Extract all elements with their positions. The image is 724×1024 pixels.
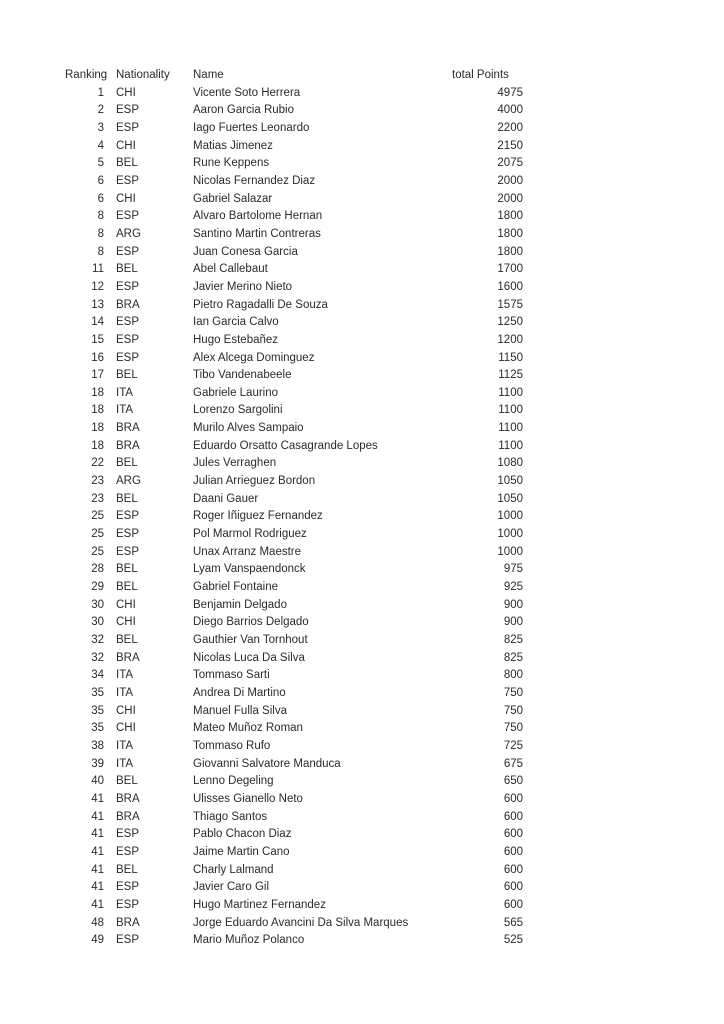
nationality-cell: BEL <box>116 492 138 505</box>
nationality-cell: BRA <box>116 792 140 805</box>
name-cell: Charly Lalmand <box>193 863 274 876</box>
name-cell: Mateo Muñoz Roman <box>193 722 303 735</box>
table-row <box>65 791 528 809</box>
rank-cell: 6 <box>97 192 104 205</box>
table-row <box>65 102 528 120</box>
name-cell: Gabriele Laurino <box>193 386 279 399</box>
table-row <box>65 261 528 279</box>
rank-cell: 34 <box>91 669 104 682</box>
rank-cell: 41 <box>91 845 104 858</box>
rank-cell: 23 <box>91 475 104 488</box>
rank-cell: 28 <box>91 563 104 576</box>
rank-cell: 15 <box>91 333 104 346</box>
nationality-cell: BEL <box>116 634 138 646</box>
table-row <box>65 420 528 438</box>
nationality-cell: ESP <box>116 898 140 911</box>
rank-cell: 25 <box>91 528 104 541</box>
table-row <box>65 773 528 791</box>
points-cell: 1250 <box>497 316 523 329</box>
points-cell: 1050 <box>497 475 523 488</box>
name-cell: Lenno Degeling <box>193 775 274 788</box>
points-cell: 675 <box>503 757 523 770</box>
points-cell: 1575 <box>497 298 523 311</box>
rank-cell: 23 <box>91 492 104 505</box>
name-cell: Diego Barrios Delgado <box>193 616 309 629</box>
nationality-cell: BEL <box>116 457 138 470</box>
points-cell: 4000 <box>497 104 523 117</box>
name-cell: Hugo Martinez Fernandez <box>193 898 326 911</box>
points-cell: 1100 <box>498 386 523 399</box>
points-cell: 800 <box>503 669 523 682</box>
name-cell: Javier Caro Gil <box>193 881 270 894</box>
table-header-row <box>65 67 528 85</box>
points-cell: 1125 <box>498 369 523 382</box>
name-cell: Aaron Garcia Rubio <box>193 104 294 117</box>
points-cell: 565 <box>503 916 523 929</box>
table-row <box>65 685 528 703</box>
name-cell: Gauthier Van Tornhout <box>193 634 308 646</box>
nationality-cell: CHI <box>116 139 136 152</box>
name-cell: Jorge Eduardo Avancini Da Silva Marques <box>193 916 409 929</box>
rank-cell: 41 <box>91 792 104 805</box>
nationality-cell: BEL <box>116 263 138 276</box>
points-cell: 1100 <box>498 404 523 417</box>
points-cell: 750 <box>503 722 523 735</box>
nationality-cell: ARG <box>116 227 141 240</box>
rank-cell: 35 <box>91 704 104 717</box>
points-cell: 1050 <box>497 492 523 505</box>
nationality-cell: ESP <box>116 316 140 329</box>
table-row <box>65 897 528 915</box>
rank-cell: 41 <box>91 881 104 894</box>
name-cell: Roger Iñiguez Fernandez <box>193 510 323 523</box>
name-cell: Ian Garcia Calvo <box>193 316 279 329</box>
name-cell: Abel Callebaut <box>193 263 268 276</box>
column-header-ranking: Ranking <box>65 69 108 81</box>
nationality-cell: ITA <box>116 686 134 699</box>
nationality-cell: ESP <box>116 545 140 558</box>
name-cell: Vicente Soto Herrera <box>193 86 301 99</box>
name-cell: Murilo Alves Sampaio <box>193 422 304 435</box>
nationality-cell: BEL <box>116 369 138 382</box>
nationality-cell: CHI <box>116 598 136 611</box>
nationality-cell: BEL <box>116 775 138 788</box>
name-cell: Ulisses Gianello Neto <box>193 792 303 805</box>
table-row <box>65 385 528 403</box>
points-cell: 1200 <box>497 333 523 346</box>
points-cell: 1800 <box>497 210 523 223</box>
table-row <box>65 173 528 191</box>
points-cell: 750 <box>503 686 523 699</box>
rank-cell: 18 <box>91 422 104 435</box>
rank-cell: 22 <box>91 457 104 470</box>
rank-cell: 35 <box>91 722 104 735</box>
rank-cell: 4 <box>97 139 104 152</box>
rank-cell: 18 <box>91 439 104 452</box>
points-cell: 725 <box>503 739 523 752</box>
table-row <box>65 314 528 332</box>
nationality-cell: ESP <box>116 210 140 223</box>
name-cell: Unax Arranz Maestre <box>193 545 302 558</box>
name-cell: Jaime Martin Cano <box>193 845 290 858</box>
table-row <box>65 155 528 173</box>
points-cell: 1100 <box>498 422 523 435</box>
nationality-cell: ESP <box>116 245 140 258</box>
rank-cell: 14 <box>91 316 104 329</box>
points-cell: 1800 <box>497 227 523 240</box>
rank-cell: 38 <box>91 739 104 752</box>
table-row <box>65 402 528 420</box>
rank-cell: 17 <box>91 369 104 382</box>
rank-cell: 13 <box>91 298 104 311</box>
nationality-cell: BRA <box>116 422 140 435</box>
name-cell: Juan Conesa Garcia <box>193 245 298 258</box>
nationality-cell: BEL <box>116 563 138 576</box>
nationality-cell: BEL <box>116 157 138 170</box>
points-cell: 900 <box>503 598 523 611</box>
nationality-cell: BRA <box>116 916 140 929</box>
name-cell: Lyam Vanspaendonck <box>193 563 306 576</box>
nationality-cell: ITA <box>116 739 134 752</box>
points-cell: 825 <box>503 651 523 664</box>
name-cell: Giovanni Salvatore Manduca <box>193 757 341 770</box>
rank-cell: 16 <box>91 351 104 364</box>
table-row <box>65 85 528 103</box>
table-row <box>65 879 528 897</box>
column-header-name: Name <box>193 69 224 81</box>
points-cell: 650 <box>503 775 523 788</box>
table-row <box>65 508 528 526</box>
table-row <box>65 367 528 385</box>
table-row <box>65 720 528 738</box>
points-cell: 600 <box>503 828 523 841</box>
name-cell: Manuel Fulla Silva <box>193 704 287 717</box>
table-row <box>65 544 528 562</box>
nationality-cell: CHI <box>116 86 136 99</box>
nationality-cell: ESP <box>116 510 140 523</box>
name-cell: Alvaro Bartolome Hernan <box>193 210 323 223</box>
rank-cell: 32 <box>91 651 104 664</box>
points-cell: 2200 <box>497 121 523 134</box>
name-cell: Gabriel Salazar <box>193 192 273 205</box>
rank-cell: 25 <box>91 545 104 558</box>
points-cell: 900 <box>503 616 523 629</box>
nationality-cell: ESP <box>116 828 140 841</box>
table-row <box>65 120 528 138</box>
ranking-document <box>65 67 528 950</box>
rank-cell: 3 <box>97 121 104 134</box>
rank-cell: 1 <box>97 86 104 99</box>
nationality-cell: CHI <box>116 722 136 735</box>
table-row <box>65 932 528 950</box>
nationality-cell: ITA <box>116 757 134 770</box>
nationality-cell: CHI <box>116 616 136 629</box>
nationality-cell: BRA <box>116 651 140 664</box>
rank-cell: 40 <box>91 775 104 788</box>
name-cell: Julian Arrieguez Bordon <box>193 475 316 488</box>
rank-cell: 8 <box>97 227 104 240</box>
rank-cell: 48 <box>91 916 104 929</box>
table-row <box>65 332 528 350</box>
points-cell: 1100 <box>498 439 523 452</box>
name-cell: Tommaso Sarti <box>193 669 270 682</box>
rank-cell: 41 <box>91 863 104 876</box>
name-cell: Daani Gauer <box>193 492 259 505</box>
table-row <box>65 579 528 597</box>
name-cell: Pol Marmol Rodriguez <box>193 528 307 541</box>
nationality-cell: BEL <box>116 863 138 876</box>
table-row <box>65 650 528 668</box>
points-cell: 1800 <box>497 245 523 258</box>
table-row <box>65 862 528 880</box>
table-row <box>65 438 528 456</box>
table-row <box>65 614 528 632</box>
nationality-cell: ESP <box>116 333 140 346</box>
rank-cell: 8 <box>97 245 104 258</box>
rank-cell: 8 <box>97 210 104 223</box>
table-row <box>65 809 528 827</box>
table-row <box>65 350 528 368</box>
table-row <box>65 491 528 509</box>
rank-cell: 25 <box>91 510 104 523</box>
rank-cell: 11 <box>92 263 104 276</box>
nationality-cell: ITA <box>116 386 134 399</box>
nationality-cell: CHI <box>116 704 136 717</box>
table-row <box>65 297 528 315</box>
points-cell: 600 <box>503 898 523 911</box>
name-cell: Jules Verraghen <box>193 457 277 470</box>
rank-cell: 41 <box>91 810 104 823</box>
nationality-cell: ESP <box>116 934 140 947</box>
table-row <box>65 208 528 226</box>
points-cell: 2000 <box>497 192 523 205</box>
points-cell: 1600 <box>497 280 523 293</box>
nationality-cell: ITA <box>116 404 134 417</box>
name-cell: Eduardo Orsatto Casagrande Lopes <box>193 439 378 452</box>
nationality-cell: BRA <box>116 298 140 311</box>
points-cell: 600 <box>503 810 523 823</box>
table-row <box>65 756 528 774</box>
nationality-cell: ESP <box>116 351 140 364</box>
nationality-cell: BEL <box>116 581 138 594</box>
table-row <box>65 455 528 473</box>
column-header-total-points: total Points <box>452 69 509 81</box>
points-cell: 1000 <box>497 528 523 541</box>
nationality-cell: BRA <box>116 810 140 823</box>
rank-cell: 2 <box>97 104 104 117</box>
table-body <box>65 85 528 950</box>
nationality-cell: ESP <box>116 881 140 894</box>
points-cell: 525 <box>503 934 523 947</box>
table-row <box>65 473 528 491</box>
points-cell: 600 <box>503 863 523 876</box>
points-cell: 750 <box>503 704 523 717</box>
rank-cell: 32 <box>91 634 104 646</box>
rank-cell: 18 <box>91 404 104 417</box>
points-cell: 1150 <box>498 351 523 364</box>
table-row <box>65 561 528 579</box>
table-row <box>65 632 528 650</box>
rank-cell: 30 <box>91 616 104 629</box>
table-row <box>65 226 528 244</box>
rank-cell: 39 <box>91 757 104 770</box>
rank-cell: 5 <box>97 157 104 170</box>
name-cell: Matias Jimenez <box>193 139 273 152</box>
nationality-cell: CHI <box>116 192 136 205</box>
table-row <box>65 597 528 615</box>
name-cell: Gabriel Fontaine <box>193 581 279 594</box>
points-cell: 975 <box>503 563 523 576</box>
points-cell: 600 <box>503 792 523 805</box>
points-cell: 925 <box>503 581 523 594</box>
nationality-cell: ESP <box>116 845 140 858</box>
table-row <box>65 915 528 933</box>
table-row <box>65 138 528 156</box>
name-cell: Mario Muñoz Polanco <box>193 934 305 947</box>
points-cell: 1000 <box>497 510 523 523</box>
points-cell: 2000 <box>497 174 523 187</box>
rank-cell: 29 <box>91 581 104 594</box>
name-cell: Thiago Santos <box>193 810 268 823</box>
name-cell: Pablo Chacon Diaz <box>193 828 292 841</box>
points-cell: 600 <box>503 881 523 894</box>
rank-cell: 49 <box>91 934 104 947</box>
name-cell: Tommaso Rufo <box>193 739 271 752</box>
rank-cell: 41 <box>91 898 104 911</box>
rank-cell: 41 <box>91 828 104 841</box>
nationality-cell: ARG <box>116 475 141 488</box>
name-cell: Nicolas Fernandez Diaz <box>193 174 316 187</box>
name-cell: Rune Keppens <box>193 157 270 170</box>
name-cell: Alex Alcega Dominguez <box>193 351 315 364</box>
rank-cell: 12 <box>91 280 104 293</box>
rank-cell: 18 <box>91 386 104 399</box>
points-cell: 825 <box>503 634 523 646</box>
name-cell: Benjamin Delgado <box>193 598 287 611</box>
table-row <box>65 667 528 685</box>
nationality-cell: ESP <box>116 104 140 117</box>
nationality-cell: ESP <box>116 174 140 187</box>
table-row <box>65 703 528 721</box>
points-cell: 1000 <box>497 545 523 558</box>
points-cell: 1080 <box>497 457 523 470</box>
nationality-cell: BRA <box>116 439 140 452</box>
column-header-nationality: Nationality <box>116 69 170 81</box>
nationality-cell: ESP <box>116 280 140 293</box>
table-row <box>65 738 528 756</box>
table-row <box>65 191 528 209</box>
nationality-cell: ITA <box>116 669 134 682</box>
name-cell: Lorenzo Sargolini <box>193 404 283 417</box>
name-cell: Pietro Ragadalli De Souza <box>193 298 328 311</box>
points-cell: 2150 <box>497 139 523 152</box>
points-cell: 600 <box>503 845 523 858</box>
table-row <box>65 844 528 862</box>
name-cell: Hugo Estebañez <box>193 333 279 346</box>
name-cell: Nicolas Luca Da Silva <box>193 651 305 664</box>
rank-cell: 30 <box>91 598 104 611</box>
table-row <box>65 826 528 844</box>
points-cell: 1700 <box>497 263 523 276</box>
name-cell: Iago Fuertes Leonardo <box>193 121 310 134</box>
name-cell: Santino Martin Contreras <box>193 227 321 240</box>
table-row <box>65 526 528 544</box>
table-row <box>65 279 528 297</box>
name-cell: Andrea Di Martino <box>193 686 286 699</box>
name-cell: Javier Merino Nieto <box>193 280 293 293</box>
rank-cell: 35 <box>91 686 104 699</box>
points-cell: 4975 <box>497 86 523 99</box>
nationality-cell: ESP <box>116 121 140 134</box>
name-cell: Tibo Vandenabeele <box>193 369 292 382</box>
nationality-cell: ESP <box>116 528 140 541</box>
points-cell: 2075 <box>497 157 523 170</box>
table-row <box>65 244 528 262</box>
rank-cell: 6 <box>97 174 104 187</box>
